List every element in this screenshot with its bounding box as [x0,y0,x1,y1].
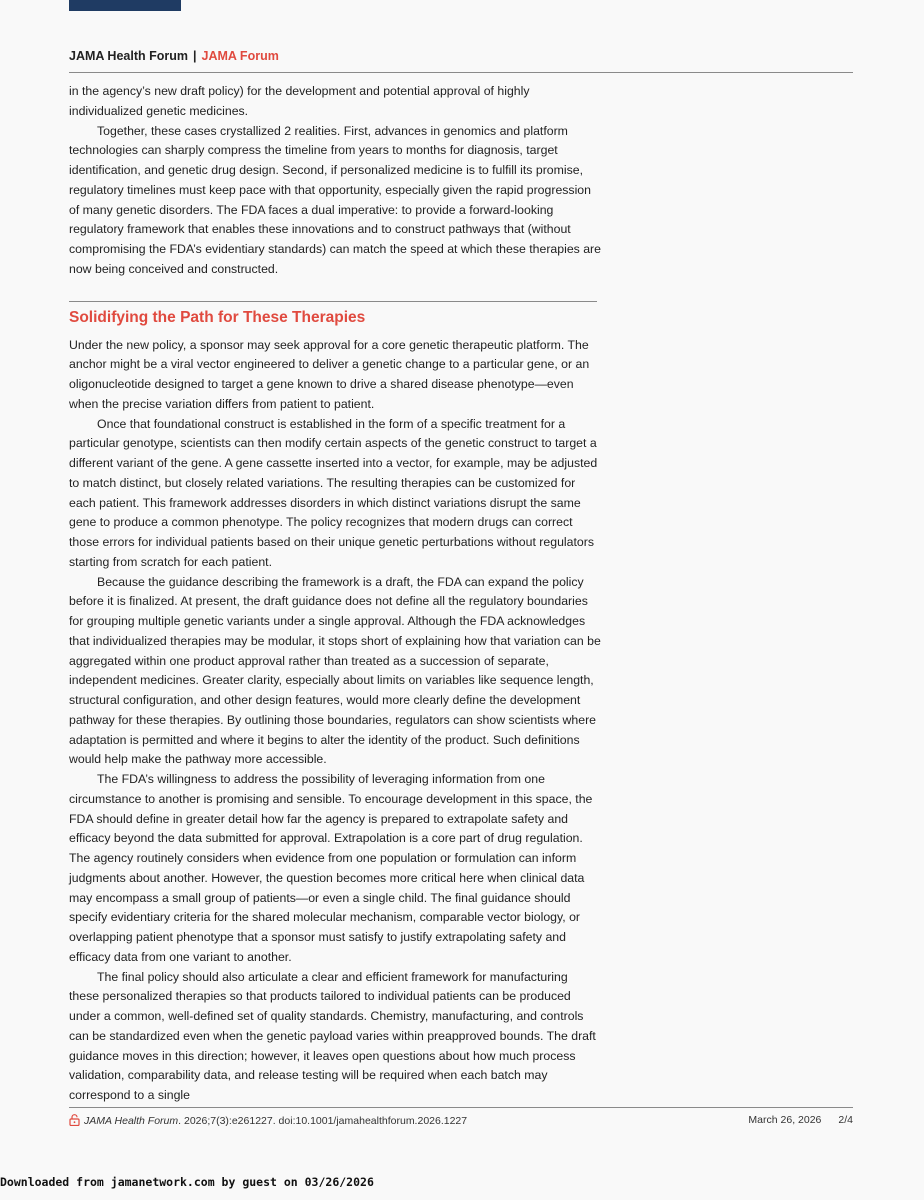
page-number: 2/4 [838,1114,853,1126]
paragraph: Under the new policy, a sponsor may seek approval for a core genetic therapeutic platform. The anchor might be a viral vector engineered to deliver a genetic change to a particular gene, or an oligonucleotide designed to target a gene known to drive a shared disease phenotype—even when the precise variation differs from patient to patient. [69,337,590,411]
running-head [69,49,279,63]
paragraph: Once that foundational construct is established in the form of a specific treatment for a particular genotype, scientists can then modify certain aspects of the genetic construct to target a different variant of the gene. A gene cassette inserted into a vector, for example, may be adjusted to match distinct, but closely related variations. The resulting therapies can be customized for each patient. This framework addresses disorders in which distinct variations disrupt the same gene to produce a common phenotype. The policy recognizes that modern drugs can correct those errors for individual patients based on their unique genetic perturbations without regulators starting from scratch for each patient. [69,416,598,569]
open-access-lock-icon [69,1114,80,1126]
section-divider [69,301,597,302]
paragraph: in the agency’s new draft policy) for the development and potential approval of highly individualized genetic medicines. [69,84,530,118]
paragraph: Because the guidance describing the framework is a draft, the FDA can expand the policy before it is finalized. At present, the draft guidance does not define all the regulatory boundaries for grouping multiple genetic variants under a single approval. Although the FDA acknowledges that individualized therapies may be modular, it stops short of explaining how that variation can be aggregated within one product approval rather than treated as a succession of separate, independent medicines. Greater clarity, especially about limits on variables like sequence length, structural configuration, and other design features, would more clearly define the development pathway for these therapies. By outlining those boundaries, regulators can show scientists where adaptation is permitted and where it begins to alter the identity of the product. Such definitions would help make the pathway more accessible. [69,574,601,767]
paragraph: Together, these cases crystallized 2 realities. First, advances in genomics and platform technologies can sharply compress the timeline from years to months for diagnosis, target identification, and genetic drug design. Second, if personalized medicine is to fulfill its promise, regulatory timelines must keep pace with that opportunity, especially given the rapid progression of many genetic disorders. The FDA faces a dual imperative: to provide a forward-looking regulatory framework that enables these innovations and to construct pathways that (without compromising the FDA’s evidentiary standards) can match the speed at which these therapies are now being conceived and constructed. [69,123,601,276]
running-head-separator: | [193,49,197,63]
footer-divider [69,1107,853,1108]
journal-brand-bar [69,0,181,11]
running-head-journal: JAMA Health Forum [69,49,188,63]
paragraph: The final policy should also articulate a clear and efficient framework for manufacturing these personalized therapies so that products tailored to individual patients can be produced under a common, well-defined set of quality standards. Chemistry, manufacturing, and controls can be standardized even when the genetic payload varies within preapproved bounds. The draft guidance moves in this direction; however, it leaves open questions about how much process validation, comparability data, and release testing will be required when each batch may correspond to a single [69,969,596,1102]
article-body [69,82,601,1106]
download-notice: Downloaded from jamanetwork.com by guest on 03/26/2026 [0,1175,374,1189]
footer-date: March 26, 2026 [748,1114,822,1126]
running-head-section: JAMA Forum [201,49,279,63]
footer-citation[interactable]: . 2026;7(3):e261227. doi:10.1001/jamahealthforum.2026.1227 [178,1115,468,1127]
section-heading: Solidifying the Path for These Therapies [69,308,366,326]
header-divider [69,72,853,73]
footer-journal: JAMA Health Forum [84,1115,179,1127]
paragraph: The FDA’s willingness to address the possibility of leveraging information from one circumstance to another is promising and sensible. To encourage development in this space, the FDA should define in greater detail how far the agency is prepared to extrapolate safety and efficacy beyond the data submitted for approval. Extrapolation is a core part of drug regulation. The agency routinely considers when evidence from one population or formulation can inform judgments about another. However, the question becomes more critical here when clinical data may encompass a small group of patients—or even a single child. The final guidance should specify evidentiary criteria for the shared molecular mechanism, comparable vector biology, or overlapping patient phenotype that a sponsor must satisfy to justify extrapolating safety and efficacy data from one variant to another. [69,772,593,964]
footer-meta [748,1114,853,1126]
page-footer [69,1114,853,1130]
